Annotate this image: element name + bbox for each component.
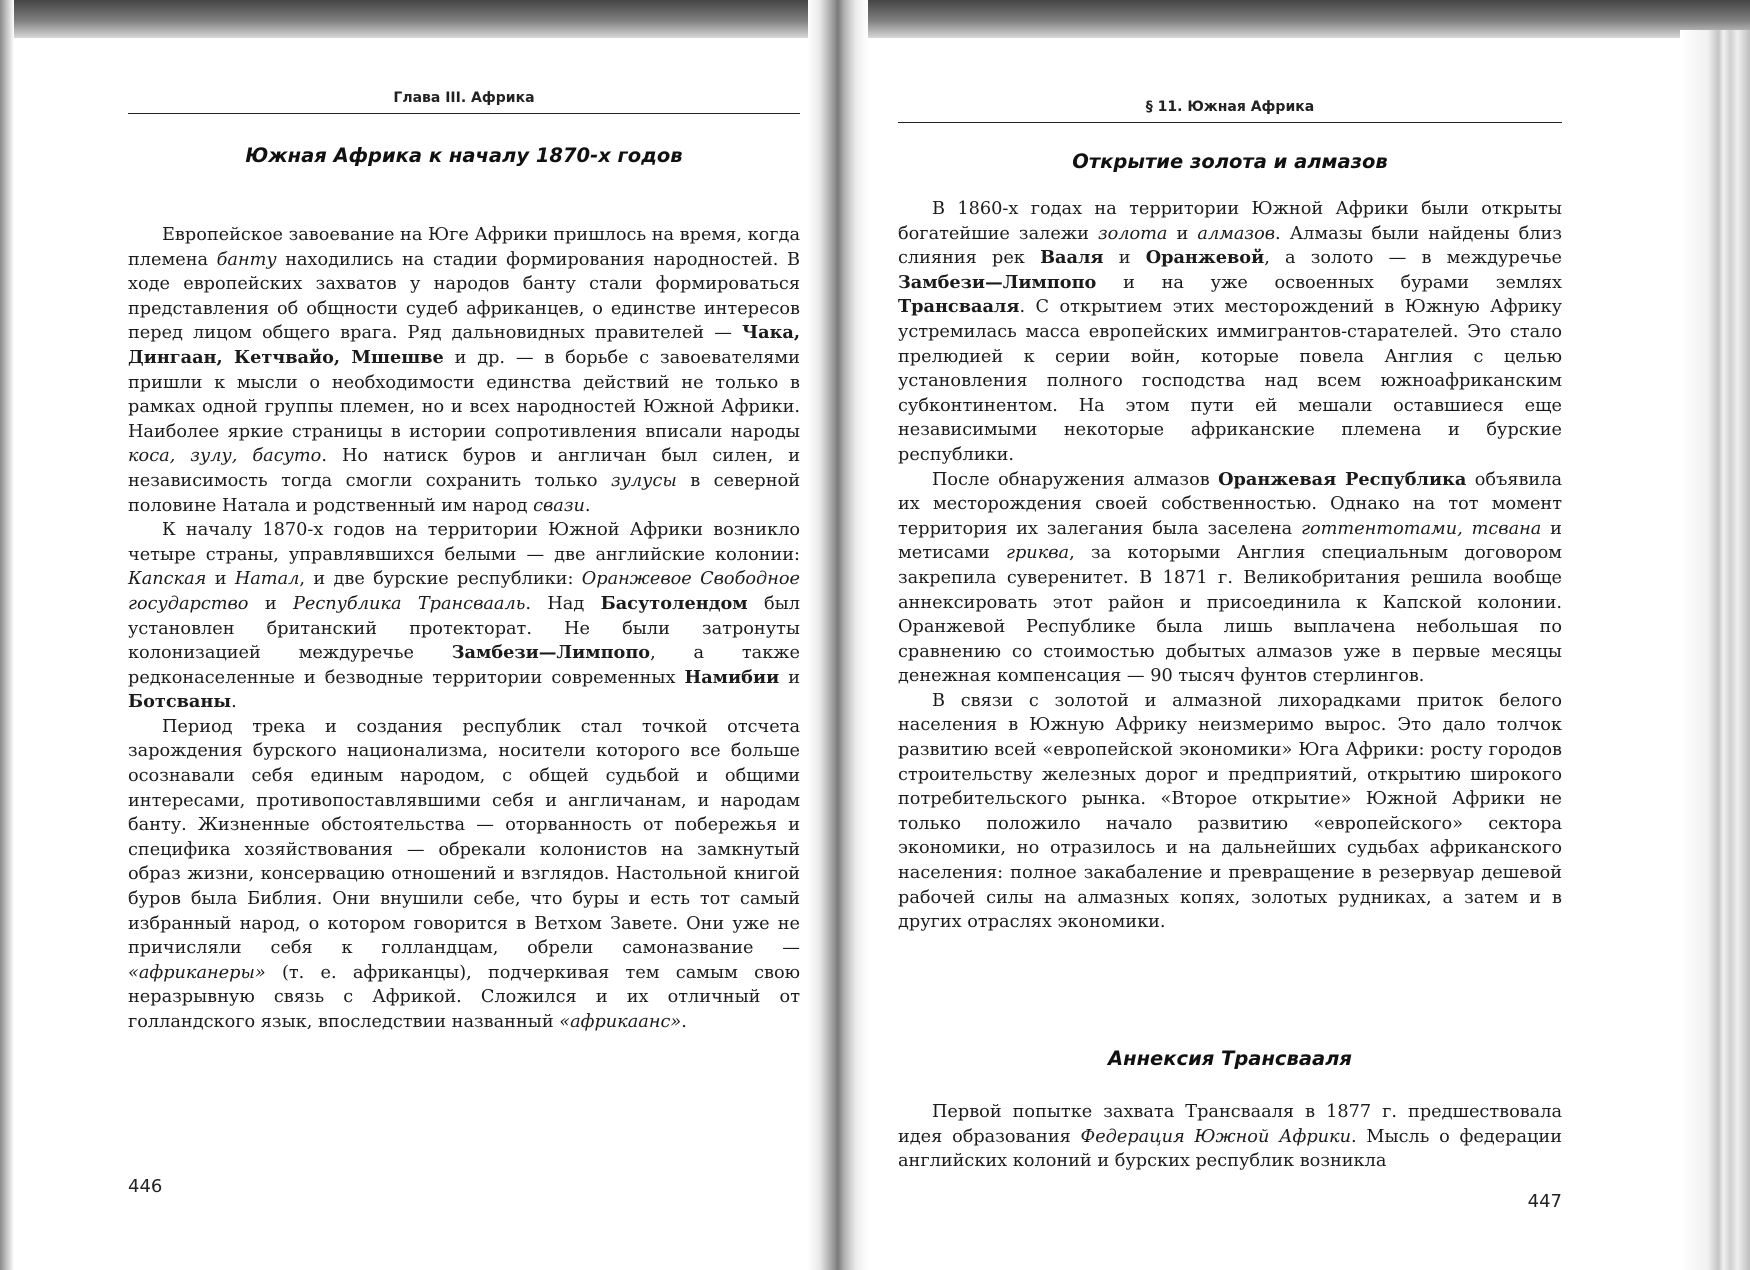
text-run: и — [1103, 248, 1146, 269]
paragraph — [898, 689, 1562, 935]
left-edge-shadow — [0, 0, 14, 1270]
section-title: Открытие золота и алмазов — [1072, 150, 1388, 173]
text-run: был установлен британский протекторат. Не были затронуты колонизацией междуречье — [128, 593, 800, 664]
bold-term: Оранжевой — [1145, 247, 1265, 269]
text-run: и на уже освоенных бурами землях — [1096, 272, 1562, 293]
body-text — [898, 1100, 1562, 1174]
italic-term: алмазов — [1197, 223, 1276, 244]
italic-term: Федерация Южной Африки — [1080, 1126, 1351, 1147]
italic-term: банту — [216, 249, 277, 270]
italic-term: Капская — [128, 569, 207, 590]
paragraph — [128, 518, 800, 715]
bold-term: Трансвааля — [898, 296, 1020, 318]
text-run: К началу 1870-х годов на территории Южной Африки возникло четыре страны, управлявшихся белыми — две английские колонии: — [128, 520, 800, 565]
italic-term: Оранжевое Свободное государство — [128, 569, 800, 614]
text-run: В связи с золотой и алмазной лихорадками приток белого населения в Южную Африку неизмеримо вырос. Это дало толчок развитию всей «европейской экономики» Юга Африки: росту городов строительству железных дорог и предприятий, открытию широкого потребительского рынка. «Второе открытие» Южной Африки не только положило начало развитию «европейского» сектора экономики, но отразилось и на дальнейших судьбах африканского населения: полное закабаление и превращение в резервуар дешевой рабочей силы на алмазных копях, золотых рудниках, а затем и в других отраслях экономики. — [898, 690, 1562, 933]
text-run: (т. е. африканцы), подчеркивая тем самым свою неразрывную связь с Африкой. Сложился и их отличный от голландского язык, впоследствии названный — [128, 962, 800, 1032]
text-run: объявила их месторождения своей собственностью. Однако на тот момент территория их залегания была заселена — [898, 469, 1563, 539]
bold-term: Ботсваны — [128, 691, 232, 713]
bold-term: Вааля — [1040, 247, 1104, 269]
italic-term: коса, зулу, басуто — [128, 446, 322, 467]
text-run: . С открытием этих месторождений в Южную Африку устремилась масса европейских иммигрантов-старателей. Это стало прелюдией к серии войн, которые повела Англия с целью установления полного господства над всем южноафриканским субконтинентом. На этом пути ей мешали оставшиеся еще независимыми некоторые африканские племена и бурские республики. — [898, 297, 1562, 465]
paragraph — [898, 468, 1562, 689]
page-number: 447 — [1527, 1191, 1562, 1212]
italic-term: готтентотами, тсвана — [1301, 518, 1542, 539]
text-run: . — [681, 1012, 687, 1032]
text-run: , и две бурские республики: — [299, 569, 582, 590]
text-run: Период трека и создания республик стал точкой отсчета зарождения бурского национализма, носители которого все больше осознавали себя единым народом, с общей судьбой и общими интересами, противопоставлявшими себя и англичанам, и народам банту. Жизненные обстоятельства — оторванность от побережья и специфика хозяйствования — обрекали колонистов на замкнутый образ жизни, консервацию отношений и взглядов. Настольной книгой буров была Библия. Они внушили себе, что буры и есть тот самый избранный народ, о котором говорится в Ветхом Завете. Они уже не причисляли себя к голландцам, обрели самоназвание — — [128, 716, 800, 959]
bold-term: Басутолендом — [600, 592, 748, 614]
text-run: и — [248, 593, 293, 614]
text-run: , за которыми Англия специальным договором закрепила суверенитет. В 1871 г. Великобритания решила вообще аннексировать этот район и присоединила к Капской колонии. Оранжевой Республике была лишь выплачена небольшая по сравнению со стоимостью добытых алмазов уже в первые месяцы денежная компенсация — 90 тысяч фунтов стерлингов. — [898, 543, 1563, 687]
right-page — [898, 0, 1562, 1270]
page-edges — [1680, 30, 1750, 1270]
text-run: и — [1167, 223, 1198, 244]
book-spine-gutter — [808, 0, 868, 1270]
paragraph — [898, 1100, 1562, 1174]
left-page — [128, 0, 800, 1270]
italic-term: Республика Трансвааль — [293, 593, 526, 614]
text-run: . Над — [525, 593, 601, 614]
bold-term: Замбези—Лимпопо — [898, 271, 1097, 293]
text-run: и др. — в борьбе с завоевателями пришли к мысли о необходимости единства действий не только в рамках одной группы племен, но и всех народностей Южной Африки. Наиболее яркие страницы в истории сопротивления вписали народы — [128, 347, 800, 442]
text-run: и метисами — [898, 518, 1562, 564]
paragraph — [898, 197, 1562, 468]
page-number: 446 — [128, 1176, 163, 1197]
section-title: Южная Африка к началу 1870-х годов — [245, 144, 683, 167]
body-text — [898, 197, 1562, 935]
bold-term: Чака, Дингаан, Кетчвайо, Мшешве — [128, 322, 800, 368]
italic-term: Натал — [234, 569, 300, 590]
italic-term: свази — [533, 495, 585, 516]
text-run: . Но натиск буров и англичан был силен, и независимость тогда смогли сохранить только — [128, 446, 801, 491]
italic-term: золота — [1097, 223, 1168, 244]
bold-term: Оранжевая Республика — [1218, 468, 1467, 490]
text-run: Первой попыткe захвата Трансвааля в 1877 г. предшествовала идея образования — [898, 1102, 1562, 1147]
text-run: находились на стадии формирования народностей. В ходе европейских захватов у народов банту стали формироваться представления об общности судеб африканцев, о единстве интересов перед лицом общего врага. Ряд дальновидных правителей — — [128, 249, 800, 344]
text-run: и — [206, 569, 235, 590]
text-run: в северной половине Натала и родственный им народ — [128, 470, 800, 516]
running-head: § 11. Южная Африка — [898, 99, 1562, 123]
text-run: После обнаружения алмазов — [932, 469, 1219, 490]
paragraph — [128, 715, 800, 1035]
bold-term: Замбези—Лимпопо — [451, 642, 651, 664]
body-text — [128, 223, 800, 1035]
text-run: . Алмазы были найдены близ слияния рек — [898, 223, 1562, 269]
text-run: . — [231, 692, 237, 713]
text-run: , а также редконаселенные и безводные территории современных — [128, 643, 800, 688]
text-run: Европейское завоевание на Юге Африки пришлось на время, когда племена — [128, 225, 800, 270]
section-title: Аннексия Трансвааля — [1108, 1047, 1352, 1070]
text-run: и — [779, 667, 800, 688]
italic-term: гриква — [1006, 543, 1070, 564]
italic-term: «африкаанс» — [559, 1012, 682, 1032]
text-run: В 1860-х годах на территории Южной Африки были открыты богатейшие залежи — [898, 199, 1562, 244]
paragraph — [128, 223, 800, 518]
running-head: Глава III. Африка — [128, 90, 800, 114]
text-run: . Мысль о федерации английских колоний и бурских республик возникла — [898, 1126, 1562, 1172]
text-run: . — [584, 495, 591, 516]
bold-term: Намибии — [684, 666, 780, 688]
text-run: , а золото — в междуречье — [1264, 248, 1562, 269]
italic-term: «африканеры» — [128, 962, 266, 983]
italic-term: зулусы — [611, 470, 677, 491]
